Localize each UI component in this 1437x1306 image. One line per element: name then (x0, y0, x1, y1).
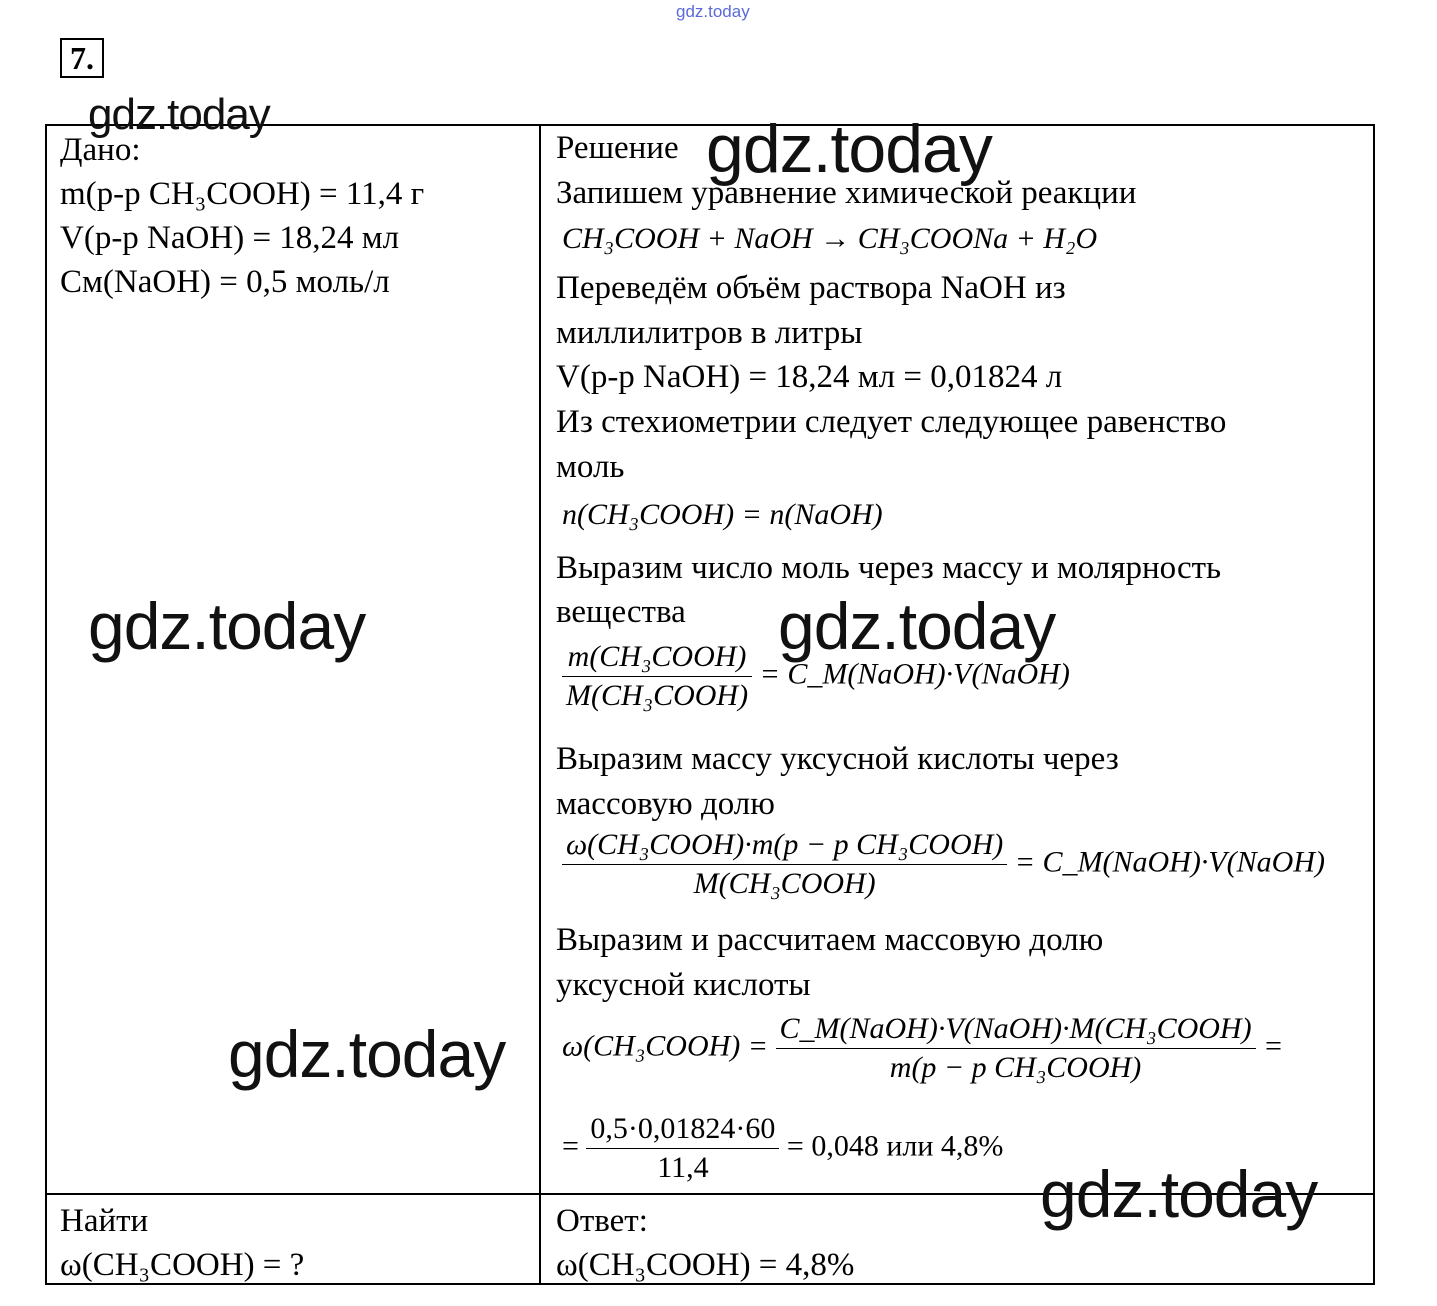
equation-mass-fraction-denominator: M(CH₃COOH) (693, 867, 876, 900)
equation-omega-numerator: C_M(NaOH)·V(NaOH)·M(CH₃COOH) (776, 1012, 1256, 1049)
answer-title: Ответ: (556, 1203, 648, 1239)
equation-omega-denominator: m(p − p CH₃COOH) (889, 1051, 1142, 1084)
solution-title: Решение (556, 130, 679, 166)
find-title: Найти (60, 1203, 149, 1239)
equation-omega (562, 1012, 1283, 1085)
step-5a: Выразим массу уксусной кислоты через (556, 741, 1119, 777)
equation-molar-numerator: m(CH₃COOH) (562, 640, 752, 677)
watermark-4: gdz.today (778, 589, 1056, 663)
step-6a: Выразим и рассчитаем массовую долю (556, 922, 1104, 958)
equation-result-lhs: = (562, 1129, 579, 1163)
watermark-1: gdz.today (88, 90, 270, 139)
equation-reaction: CH₃COOH + NaOH → CH₃COONa + H₂O (562, 222, 1098, 255)
equation-molar-rhs: = C_M(NaOH)·V(NaOH) (759, 657, 1070, 691)
task-number: 7. (60, 38, 104, 78)
equation-result (562, 1112, 1003, 1185)
watermark-3: gdz.today (88, 589, 366, 663)
step-1: Запишем уравнение химической реакции (556, 175, 1137, 211)
equation-omega-rhs: = (1263, 1029, 1284, 1063)
equation-result-numerator: 0,5·0,01824·60 (586, 1112, 779, 1149)
equation-mass-fraction-rhs: = C_M(NaOH)·V(NaOH) (1014, 845, 1325, 879)
column-divider (539, 124, 541, 1285)
equation-moles: n(CH₃COOH) = n(NaOH) (562, 498, 883, 531)
given-concentration: Cм(NaOH) = 0,5 моль/л (60, 264, 390, 300)
step-4a: Выразим число моль через массу и молярность (556, 550, 1222, 586)
step-2a: Переведём объём раствора NaOH из (556, 270, 1066, 306)
watermark-6: gdz.today (1040, 1157, 1318, 1231)
given-volume: V(р-р NaOH) = 18,24 мл (60, 220, 400, 256)
equation-molar-fraction (562, 640, 752, 713)
given-title: Дано: (60, 132, 141, 168)
step-6b: уксусной кислоты (556, 967, 811, 1003)
equation-result-denominator: 11,4 (657, 1151, 709, 1184)
equation-mass-fraction-fraction (562, 828, 1007, 901)
given-mass: m(р-р CH₃COOH) = 11,4 г (60, 176, 425, 212)
watermark-5: gdz.today (228, 1017, 506, 1091)
find-line: ω(CH₃COOH) = ? (60, 1247, 305, 1283)
equation-omega-fraction (776, 1012, 1256, 1085)
step-2b: миллилитров в литры (556, 315, 863, 351)
top-watermark: gdz.today (676, 2, 750, 21)
answer-line: ω(CH₃COOH) = 4,8% (556, 1247, 855, 1283)
equation-mass-fraction (562, 828, 1325, 901)
step-5b: массовую долю (556, 786, 775, 822)
equation-mass-fraction-numerator: ω(CH₃COOH)·m(p − p CH₃COOH) (562, 828, 1007, 865)
equation-result-fraction (586, 1112, 779, 1185)
watermark-2: gdz.today (706, 111, 992, 187)
step-2c: V(р-р NaOH) = 18,24 мл = 0,01824 л (556, 359, 1063, 395)
step-3b: моль (556, 449, 625, 485)
equation-result-rhs: = 0,048 или 4,8% (786, 1129, 1004, 1163)
equation-omega-lhs: ω(CH₃COOH) = (562, 1029, 769, 1063)
equation-molar-denominator: M(CH₃COOH) (566, 679, 749, 712)
step-4b: вещества (556, 594, 686, 630)
step-3a: Из стехиометрии следует следующее равенство (556, 404, 1227, 440)
